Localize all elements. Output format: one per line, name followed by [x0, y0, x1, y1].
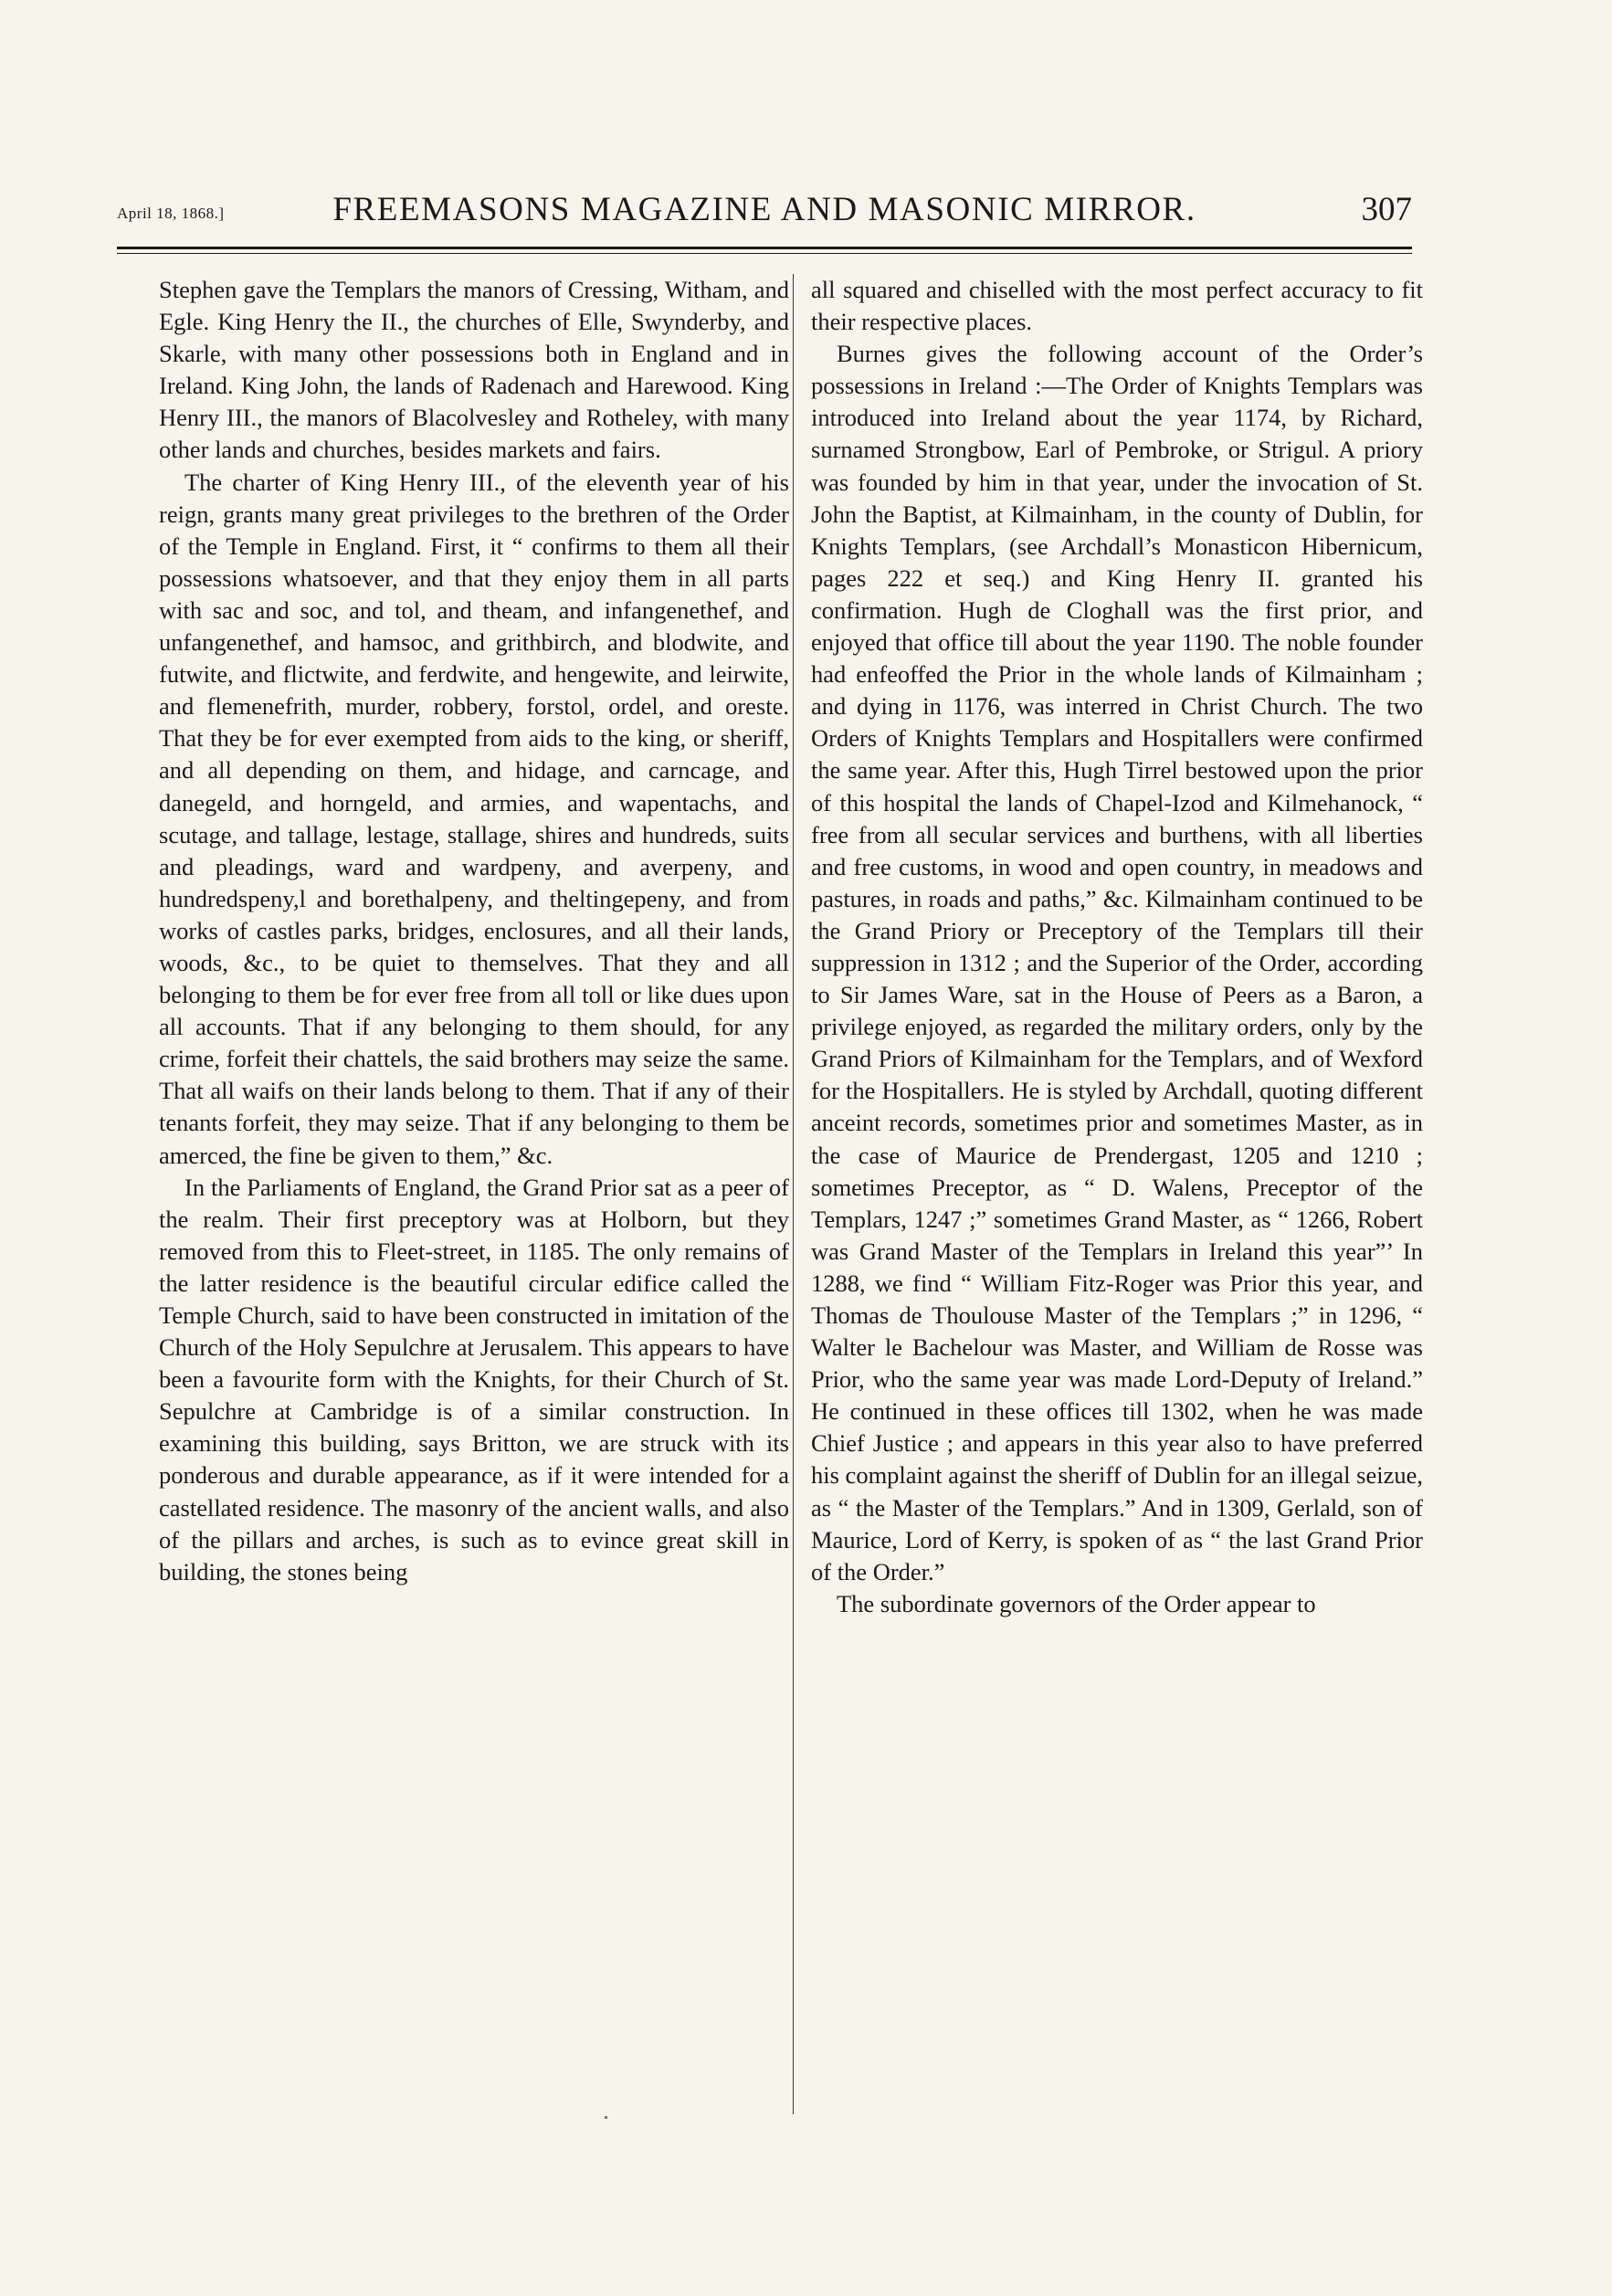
right-column	[811, 274, 1423, 1620]
page-number: 307	[1361, 191, 1412, 228]
column-divider	[793, 274, 794, 2114]
page-header	[117, 190, 1412, 241]
issue-date: April 18, 1868.]	[117, 205, 225, 222]
left-column	[159, 274, 789, 1588]
header-rule-thin	[117, 253, 1412, 254]
paragraph: Burnes gives the following account of the Order’s possessions in Ireland :—The Order of Knights Templars was introduced into Ireland about the year 1174, by Richard, surnamed Strongbow, Earl of Pembroke, or Strigul. A priory was founded by him in that year, under the invocation of St. John the Baptist, at Kilmainham, in the county of Dublin, for Knights Templars, (see Archdall’s Monasticon Hibernicum, pages 222 et seq.) and King Henry II. granted his confirmation. Hugh de Cloghall was the first prior, and enjoyed that office till about the year 1190. The noble founder had enfeoffed the Prior in the whole lands of Kilmainham ; and dying in 1176, was interred in Christ Church. The two Orders of Knights Templars and Hospitallers were confirmed the same year. After this, Hugh Tirrel bestowed upon the prior of this hospital the lands of Chapel-Izod and Kilmehanock, “ free from all secular services and burthens, with all liberties and free customs, in wood and open country, in meadows and pastures, in roads and paths,” &c. Kilmainham continued to be the Grand Priory or Preceptory of the Templars till their suppression in 1312 ; and the Superior of the Order, according to Sir James Ware, sat in the House of Peers as a Baron, a privilege enjoyed, as regarded the military orders, only by the Grand Priors of Kilmainham for the Templars, and of Wexford for the Hospitallers. He is styled by Archdall, quoting different anceint records, sometimes prior and sometimes Master, as in the case of Maurice de Prendergast, 1205 and 1210 ; sometimes Preceptor, as “ D. Walens, Preceptor of the Templars, 1247 ;” sometimes Grand Master, as “ 1266, Robert was Grand Master of the Templars in Ireland this year”’ In 1288, we find “ William Fitz-Roger was Prior this year, and Thomas de Thoulouse Master of the Templars ;” in 1296, “ Walter le Bachelour was Master, and William de Rosse was Prior, who the same year was made Lord-Deputy of Ireland.” He continued in these offices till 1302, when he was made Chief Justice ; and appears in this year also to have preferred his complaint against the sheriff of Dublin for an illegal seizue, as “ the Master of the Templars.” And in 1309, Gerlald, son of Maurice, Lord of Kerry, is spoken of as “ the last Grand Prior of the Order.”	[811, 340, 1423, 1585]
paragraph: Stephen gave the Templars the manors of Cressing, Witham, and Egle. King Henry the II., the churches of Elle, Swynderby, and Skarle, with many other possessions both in England and in Ireland. King John, the lands of Radenach and Harewood. King Henry III., the manors of Blacolvesley and Rotheley, with many other lands and churches, besides markets and fairs.	[159, 276, 789, 464]
page-speck	[605, 2116, 607, 2119]
magazine-title: FREEMASONS MAGAZINE AND MASONIC MIRROR.	[332, 191, 1196, 228]
paragraph: The subordinate governors of the Order appear to	[837, 1589, 1316, 1617]
paragraph: all squared and chiselled with the most perfect accuracy to fit their respective places.	[811, 276, 1423, 336]
paragraph: The charter of King Henry III., of the eleventh year of his reign, grants many great privileges to the brethren of the Order of the Temple in England. First, it “ confirms to them all their possessions whatsoever, and that they enjoy them in all parts with sac and soc, and tol, and theam, and infangenethef, and unfangenethef, and hamsoc, and grithbirch, and blodwite, and futwite, and flictwite, and ferdwite, and hengewite, and leirwite, and flemenefrith, murder, robbery, forstol, ordel, and oreste. That they be for ever exempted from aids to the king, or sheriff, and all depending on them, and hidage, and carncage, and danegeld, and horngeld, and armies, and wapentachs, and scutage, and tallage, lestage, stallage, shires and hundreds, suits and pleadings, ward and wardpeny, and averpeny, and hundredspeny,l and borethalpeny, and theltingepeny, and from works of castles parks, bridges, enclosures, and all their lands, woods, &c., to be quiet to themselves. That they and all belonging to them be for ever free from all toll or like dues upon all accounts. That if any belonging to them should, for any crime, forfeit their chattels, the said brothers may seize the same. That all waifs on their lands belong to them. That if any of their tenants forfeit, they may seize. That if any belonging to them be amerced, the fine be given to them,” &c.	[159, 468, 789, 1169]
paragraph: In the Parliaments of England, the Grand Prior sat as a peer of the realm. Their first preceptory was at Holborn, but they removed from this to Fleet-street, in 1185. The only remains of the latter residence is the beautiful circular edifice called the Temple Church, said to have been constructed in imitation of the Church of the Holy Sepulchre at Jerusalem. This appears to have been a favourite form with the Knights, for their Church of St. Sepulchre at Cambridge is of a similar construction. In examining this building, says Britton, we are struck with its ponderous and durable appearance, as if it were intended for a castellated residence. The masonry of the ancient walls, and also of the pillars and arches, is such as to evince great skill in building, the stones being	[159, 1173, 789, 1585]
header-rule	[117, 247, 1412, 249]
